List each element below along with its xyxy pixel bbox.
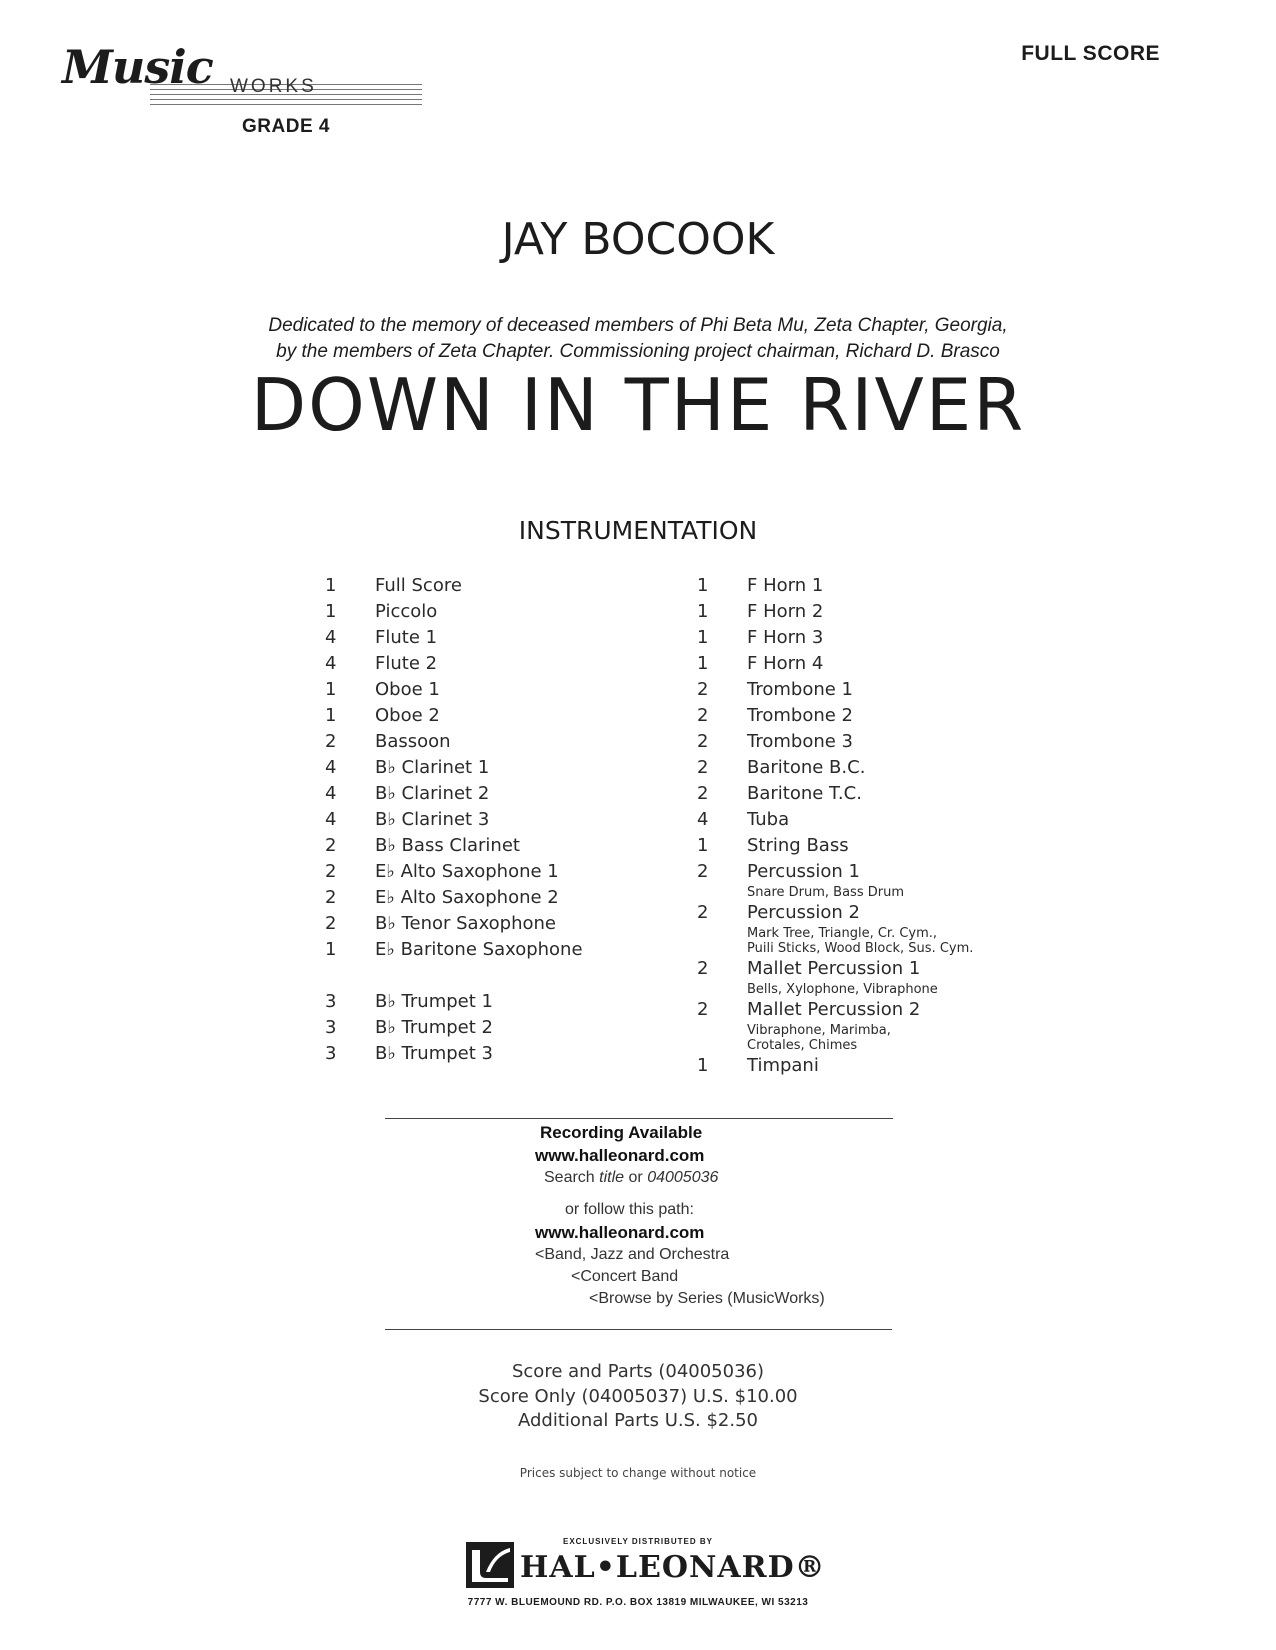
instrument-row: [325, 625, 625, 651]
instrument-quantity: 1: [325, 705, 337, 726]
instrument-name: Flute 1: [375, 627, 438, 648]
grade-label: GRADE 4: [242, 116, 330, 137]
instrument-detail-line: Snare Drum, Bass Drum: [747, 885, 904, 900]
instrument-detail: [747, 1023, 1017, 1053]
instrument-quantity: 2: [325, 835, 337, 856]
instrument-entry: [375, 781, 625, 807]
instrument-row: [697, 900, 1017, 956]
musicworks-logo: [62, 40, 362, 140]
logo-script-text: Music: [62, 40, 213, 94]
instrument-row: [325, 911, 625, 937]
instrument-quantity: 1: [697, 1055, 709, 1076]
instrument-quantity: 2: [697, 783, 709, 804]
instrument-quantity: 2: [697, 705, 709, 726]
instrument-entry: [747, 859, 1017, 900]
instrument-entry: [375, 755, 625, 781]
search-instructions: [544, 1169, 718, 1187]
instrument-row: [325, 937, 625, 963]
instrument-name: Baritone B.C.: [747, 757, 866, 778]
instrument-entry: [747, 997, 1017, 1053]
instrument-entry: [375, 989, 625, 1015]
instrument-name: Full Score: [375, 575, 462, 596]
instrument-quantity: 2: [325, 861, 337, 882]
instrument-row: [697, 599, 1017, 625]
instrument-name: Timpani: [747, 1055, 819, 1076]
instrument-quantity: 2: [697, 958, 709, 979]
hal-leonard-logo-icon: [466, 1542, 514, 1588]
instrument-detail-line: Vibraphone, Marimba,: [747, 1023, 891, 1038]
instrumentation-list-right: [697, 573, 1017, 1079]
composer-name: JAY BOCOOK: [501, 214, 775, 265]
instrument-quantity: 1: [697, 835, 709, 856]
search-or: or: [628, 1169, 643, 1186]
price-disclaimer: Prices subject to change without notice: [519, 1466, 757, 1480]
instrument-entry: [375, 677, 625, 703]
instrument-entry: [375, 859, 625, 885]
instrument-name: Oboe 2: [375, 705, 440, 726]
instrument-row: [697, 677, 1017, 703]
instrument-entry: [375, 833, 625, 859]
instrument-name: Baritone T.C.: [747, 783, 862, 804]
instrument-quantity: 1: [325, 601, 337, 622]
instrument-quantity: 1: [697, 653, 709, 674]
list-spacer: [325, 963, 625, 989]
instrument-entry: [747, 781, 1017, 807]
recording-heading: Recording Available: [540, 1123, 703, 1142]
instrument-row: [325, 1041, 625, 1067]
instrument-quantity: 4: [325, 627, 337, 648]
instrument-entry: [375, 703, 625, 729]
instrument-name: B♭ Clarinet 3: [375, 809, 490, 830]
instrument-name: B♭ Trumpet 2: [375, 1017, 493, 1038]
instrument-quantity: 2: [325, 731, 337, 752]
dedication: [0, 313, 1276, 365]
instrument-entry: [747, 703, 1017, 729]
instrument-quantity: 2: [325, 913, 337, 934]
instrument-quantity: 3: [325, 991, 337, 1012]
instrument-detail-line: Bells, Xylophone, Vibraphone: [747, 982, 938, 997]
divider: [385, 1118, 893, 1119]
instrument-entry: [375, 911, 625, 937]
instrument-name: Oboe 1: [375, 679, 440, 700]
instrument-detail-line: Crotales, Chimes: [747, 1038, 858, 1053]
instrument-row: [697, 729, 1017, 755]
instrument-row: [325, 703, 625, 729]
piece-title: DOWN IN THE RIVER: [250, 363, 1026, 447]
logo-works-text: WORKS: [230, 76, 317, 97]
publisher-address: 7777 W. BLUEMOUND RD. P.O. BOX 13819 MILWAUKEE, WI 53213: [467, 1597, 809, 1608]
instrument-row: [325, 573, 625, 599]
instrument-entry: [747, 729, 1017, 755]
instrument-row: [697, 573, 1017, 599]
instrument-row: [325, 1015, 625, 1041]
instrument-quantity: 1: [325, 679, 337, 700]
search-prefix: Search: [544, 1169, 595, 1186]
instrument-entry: [747, 625, 1017, 651]
instrument-quantity: 1: [697, 575, 709, 596]
instrument-entry: [747, 900, 1017, 956]
instrument-name: B♭ Bass Clarinet: [375, 835, 520, 856]
instrument-name: Trombone 3: [747, 731, 853, 752]
instrument-name: B♭ Tenor Saxophone: [375, 913, 557, 934]
instrument-row: [697, 625, 1017, 651]
instrument-quantity: 2: [697, 999, 709, 1020]
instrument-entry: [747, 573, 1017, 599]
instrument-name: Flute 2: [375, 653, 438, 674]
instrument-name: Tuba: [747, 809, 790, 830]
instrument-entry: [375, 1015, 625, 1041]
instrument-name: F Horn 4: [747, 653, 824, 674]
publisher-name: HAL•LEONARD®: [520, 1550, 826, 1585]
score-only-price: Score Only (04005037) U.S. $10.00: [478, 1386, 798, 1407]
dedication-line: Dedicated to the memory of deceased members of Phi Beta Mu, Zeta Chapter, Georgia,: [268, 315, 1008, 336]
instrument-entry: [375, 1041, 625, 1067]
instrument-quantity: 2: [697, 757, 709, 778]
path-step-link[interactable]: <Band, Jazz and Orchestra: [535, 1246, 730, 1263]
instrument-quantity: 2: [697, 902, 709, 923]
instrument-detail: [747, 885, 1017, 900]
divider: [385, 1329, 892, 1330]
instrument-row: [325, 755, 625, 781]
instrument-row: [325, 807, 625, 833]
additional-parts-price: Additional Parts U.S. $2.50: [517, 1410, 758, 1431]
instrument-name: E♭ Baritone Saxophone: [375, 939, 583, 960]
instrument-quantity: 1: [697, 601, 709, 622]
instrument-name: B♭ Trumpet 1: [375, 991, 493, 1012]
instrument-row: [697, 859, 1017, 900]
instrumentation-heading: INSTRUMENTATION: [518, 516, 758, 545]
instrument-name: Piccolo: [375, 601, 438, 622]
instrument-row: [697, 833, 1017, 859]
instrument-name: B♭ Trumpet 3: [375, 1043, 493, 1064]
instrument-entry: [747, 677, 1017, 703]
instrument-entry: [375, 599, 625, 625]
instrument-entry: [375, 625, 625, 651]
recording-url-link[interactable]: www.halleonard.com: [535, 1146, 705, 1165]
instrument-row: [697, 703, 1017, 729]
distribution-label: EXCLUSIVELY DISTRIBUTED BY: [562, 1537, 714, 1546]
instrument-name: F Horn 1: [747, 575, 824, 596]
instrument-entry: [375, 651, 625, 677]
instrument-quantity: 1: [697, 627, 709, 648]
instrumentation-list-left: [325, 573, 625, 1067]
instrument-entry: [747, 651, 1017, 677]
instrument-row: [325, 989, 625, 1015]
instrument-row: [697, 997, 1017, 1053]
instrument-name: B♭ Clarinet 1: [375, 757, 490, 778]
instrument-quantity: 2: [697, 861, 709, 882]
instrument-name: F Horn 3: [747, 627, 824, 648]
instrument-name: Percussion 1: [747, 861, 860, 882]
instrument-quantity: 1: [325, 575, 337, 596]
search-code: 04005036: [647, 1169, 719, 1186]
instrument-quantity: 2: [325, 887, 337, 908]
instrument-quantity: 4: [325, 783, 337, 804]
instrument-name: F Horn 2: [747, 601, 824, 622]
instrument-row: [325, 781, 625, 807]
instrument-quantity: 4: [697, 809, 709, 830]
instrument-row: [325, 599, 625, 625]
instrument-name: Trombone 1: [747, 679, 853, 700]
instrument-name: Mallet Percussion 2: [747, 999, 921, 1020]
instrument-detail: [747, 982, 1017, 997]
instrument-entry: [375, 729, 625, 755]
instrument-quantity: 3: [325, 1043, 337, 1064]
instrument-entry: [747, 956, 1017, 997]
instrument-row: [697, 956, 1017, 997]
instrument-name: E♭ Alto Saxophone 1: [375, 861, 559, 882]
instrument-entry: [747, 755, 1017, 781]
instrument-row: [325, 651, 625, 677]
instrument-quantity: 4: [325, 809, 337, 830]
instrument-detail: [747, 926, 1017, 956]
instrument-row: [325, 885, 625, 911]
instrument-name: Bassoon: [375, 731, 451, 752]
instrument-quantity: 2: [697, 679, 709, 700]
instrument-quantity: 2: [697, 731, 709, 752]
instrument-name: B♭ Clarinet 2: [375, 783, 490, 804]
score-type-label: FULL SCORE: [1021, 42, 1160, 65]
instrument-row: [697, 651, 1017, 677]
instrument-entry: [375, 807, 625, 833]
instrument-entry: [747, 807, 1017, 833]
instrument-quantity: 3: [325, 1017, 337, 1038]
instrument-quantity: 4: [325, 653, 337, 674]
score-and-parts-price: Score and Parts (04005036): [511, 1361, 765, 1382]
instrument-name: Percussion 2: [747, 902, 860, 923]
instrument-row: [325, 729, 625, 755]
dedication-line: by the members of Zeta Chapter. Commissioning project chairman, Richard D. Brasco: [276, 341, 1000, 362]
instrument-name: String Bass: [747, 835, 849, 856]
instrument-entry: [747, 1053, 1017, 1079]
instrument-row: [697, 807, 1017, 833]
instrument-entry: [747, 833, 1017, 859]
path-step-link[interactable]: <Concert Band: [571, 1268, 679, 1285]
instrument-entry: [375, 937, 625, 963]
instrument-row: [325, 833, 625, 859]
instrument-entry: [375, 573, 625, 599]
instrument-entry: [375, 885, 625, 911]
instrument-detail-line: Puili Sticks, Wood Block, Sus. Cym.: [747, 941, 974, 956]
follow-path-text: or follow this path:: [565, 1201, 694, 1218]
instrument-name: Trombone 2: [747, 705, 853, 726]
instrument-quantity: 4: [325, 757, 337, 778]
search-title-word: title: [599, 1169, 625, 1186]
instrument-detail-line: Mark Tree, Triangle, Cr. Cym.,: [747, 926, 938, 941]
path-step-link[interactable]: <Browse by Series (MusicWorks): [589, 1290, 825, 1307]
instrument-entry: [747, 599, 1017, 625]
path-url-link[interactable]: www.halleonard.com: [535, 1223, 705, 1242]
instrument-name: E♭ Alto Saxophone 2: [375, 887, 559, 908]
instrument-row: [697, 781, 1017, 807]
instrument-row: [325, 859, 625, 885]
instrument-row: [325, 677, 625, 703]
instrument-row: [697, 1053, 1017, 1079]
instrument-name: Mallet Percussion 1: [747, 958, 921, 979]
instrument-quantity: 1: [325, 939, 337, 960]
instrument-row: [697, 755, 1017, 781]
